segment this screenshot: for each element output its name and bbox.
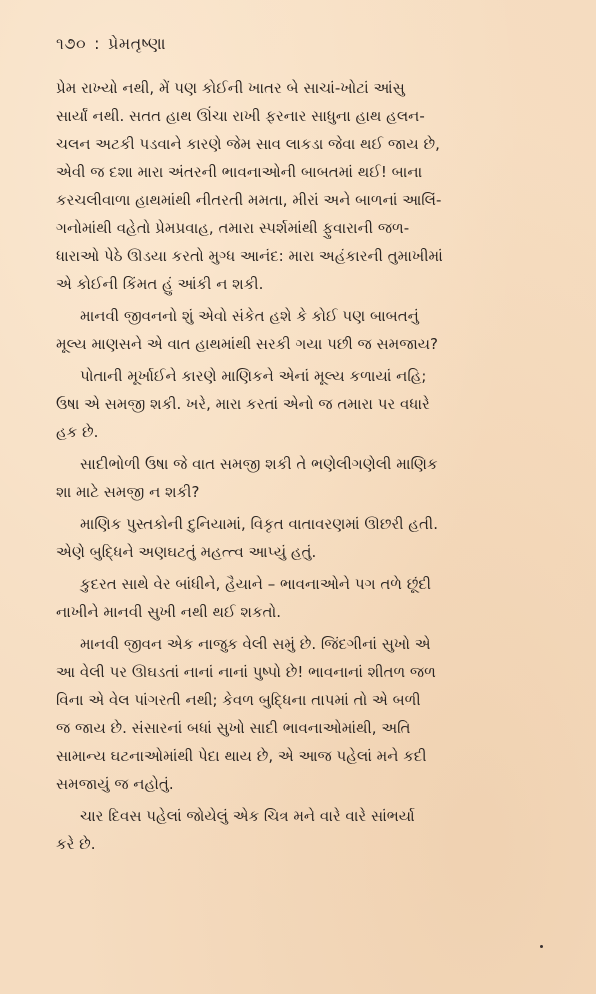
paragraph bbox=[56, 630, 550, 798]
paragraph bbox=[56, 74, 550, 298]
text-line: માનવી જીવનનો શું એવો સંકેત હશે કે કોઈ પણ બાબતનું bbox=[80, 307, 419, 325]
text-line: પ્રેમ રાખ્યો નથી, મેં પણ કોઈની ખાતર બે સાચાં-ખોટાં આંસુ bbox=[56, 79, 405, 97]
text-line: ગનોમાંથી વહેતો પ્રેમપ્રવાહ, તમારા સ્પર્શમાંથી ફુવારાની જળ- bbox=[56, 219, 410, 237]
running-header bbox=[56, 34, 550, 54]
text-line: નાખીને માનવી સુખી નથી થઈ શકતો. bbox=[56, 603, 282, 621]
text-line: શા માટે સમજી ન શકી? bbox=[56, 483, 200, 501]
print-speck bbox=[540, 945, 543, 948]
text-line: સાદીભોળી ઉષા જે વાત સમજી શકી તે ભણેલીગણેલી માણિક bbox=[80, 455, 438, 473]
text-line: વિના એ વેલ પાંગરતી નથી; કેવળ બુદ્ધિના તાપમાં તો એ બળી bbox=[56, 691, 421, 709]
text-line: એ કોઈની કિંમત હું આંકી ન શકી. bbox=[56, 275, 264, 293]
text-line: ચલન અટકી પડવાને કારણે જેમ સાવ લાકડા જેવા થઈ જાય છે, bbox=[56, 135, 440, 153]
text-line: મૂલ્ય માણસને એ વાત હાથમાંથી સરકી ગયા પછી જ સમજાય? bbox=[56, 335, 438, 353]
text-line: હક છે. bbox=[56, 423, 99, 441]
text-line: એણે બુદ્ધિને અણઘટતું મહત્ત્વ આપ્યું હતું. bbox=[56, 543, 317, 561]
text-line: માનવી જીવન એક નાજુક વેલી સમું છે. જિંદગીનાં સુખો એ bbox=[80, 635, 431, 653]
text-line: સમજાયું જ નહોતું. bbox=[56, 775, 174, 793]
text-line: પોતાની મૂર્ખાઈને કારણે માણિકને એનાં મૂલ્ય કળાયાં નહિ; bbox=[80, 367, 427, 385]
body-text bbox=[56, 74, 550, 858]
paragraph bbox=[56, 510, 550, 566]
header-separator: : bbox=[94, 34, 100, 53]
paragraph bbox=[56, 450, 550, 506]
text-line: એવી જ દશા મારા અંતરની ભાવનાઓની બાબતમાં થઈ! બાના bbox=[56, 163, 423, 181]
paragraph bbox=[56, 570, 550, 626]
page-number: ૧૭૦ bbox=[56, 34, 87, 53]
text-line: સાર્યાં નથી. સતત હાથ ઊંચા રાખી ફરનાર સાધુના હાથ હલન- bbox=[56, 107, 425, 125]
paragraph bbox=[56, 802, 550, 858]
paragraph bbox=[56, 302, 550, 358]
text-line: સામાન્ય ઘટનાઓમાંથી પેદા થાય છે, એ આજ પહેલાં મને કદી bbox=[56, 747, 427, 765]
paragraph bbox=[56, 362, 550, 446]
text-line: ધારાઓ પેઠે ઊડયા કરતો મુગ્ધ આનંદ: મારા અહંકારની તુમાખીમાં bbox=[56, 247, 443, 265]
text-line: કરચલીવાળા હાથમાંથી નીતરતી મમતા, મીરાં અને બાળનાં આલિં- bbox=[56, 191, 442, 209]
text-line: જ જાય છે. સંસારનાં બધાં સુખો સાદી ભાવનાઓમાંથી, અતિ bbox=[56, 719, 411, 737]
text-line: કરે છે. bbox=[56, 835, 96, 853]
text-line: કુદરત સાથે વેર બાંધીને, હૈયાને – ભાવનાઓને પગ તળે છૂંદી bbox=[80, 575, 431, 593]
text-line: માણિક પુસ્તકોની દુનિયામાં, વિકૃત વાતાવરણમાં ઊછરી હતી. bbox=[80, 515, 438, 533]
text-line: ચાર દિવસ પહેલાં જોયેલું એક ચિત્ર મને વારે વારે સાંભર્યા bbox=[80, 807, 415, 825]
book-title: પ્રેમતૃષ્ણા bbox=[107, 34, 167, 53]
text-line: ઉષા એ સમજી શકી. ખરે, મારા કરતાં એનો જ તમારા પર વધારે bbox=[56, 395, 430, 413]
text-line: આ વેલી પર ઊઘડતાં નાનાં નાનાં પુષ્પો છે! ભાવનાનાં શીતળ જળ bbox=[56, 663, 436, 681]
